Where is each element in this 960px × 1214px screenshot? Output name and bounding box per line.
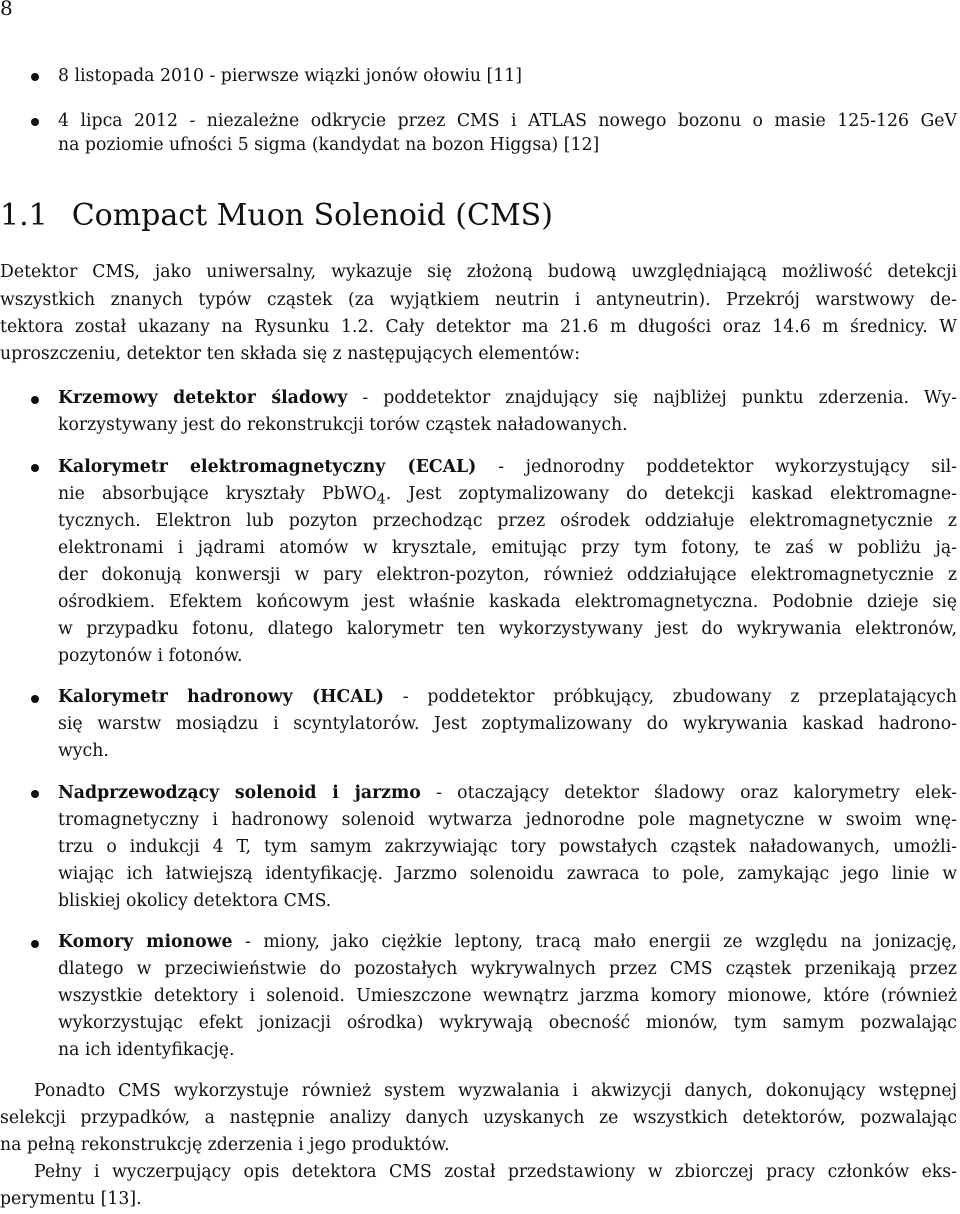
- bullet-marker: [31, 695, 39, 703]
- intro-line: Detektor CMS, jako uniwersalny, wykazuje się złożoną budową uwzględniającą możliwość detekcji: [0, 262, 957, 282]
- component-term: Kalorymetr hadronowy (HCAL): [58, 687, 384, 707]
- section-number: 1.1: [0, 198, 48, 233]
- component-line: wych.: [58, 741, 109, 761]
- component-line: wszystkie detektory i solenoid. Umieszczone wewnątrz jarzma komory mionowe, które (również: [58, 986, 957, 1006]
- component-term: Nadprzewodzący solenoid i jarzmo: [58, 783, 421, 803]
- closing-line: selekcji przypadków, a następnie analizy danych uzyskanych ze wszystkich detektorów, pozwalając: [0, 1108, 957, 1128]
- component-line: wiając ich łatwiejszą identyfikację. Jarzmo solenoidu zawraca to pole, zamykając jego linie w: [58, 864, 957, 884]
- closing-line: Pełny i wyczerpujący opis detektora CMS został przedstawiony w zbiorczej pracy członków eks-: [34, 1162, 957, 1182]
- intro-line: tektora został ukazany na Rysunku 1.2. Cały detektor ma 21.6 m długości oraz 14.6 m średnicy. W: [0, 317, 957, 337]
- component-line: trzu o indukcji 4 T, tym samym zakrzywiając tory powstałych cząstek naładowanych, umożli-: [58, 837, 957, 857]
- component-line: na ich identyfikację.: [58, 1040, 235, 1060]
- subscript: 4: [376, 491, 386, 508]
- closing-line: na pełną rekonstrukcję zderzenia i jego produktów.: [0, 1135, 450, 1155]
- bullet-marker: [31, 73, 39, 81]
- intro-line: wszystkich znanych typów cząstek (za wyjątkiem neutrin i antyneutrin). Przekrój warstwowy de-: [0, 290, 957, 310]
- component-4-line-1: Nadprzewodzący solenoid i jarzmo - otaczający detektor śladowy oraz kalorymetry elek-: [58, 783, 957, 803]
- bullet-marker: [31, 464, 39, 472]
- component-2-line-1: Kalorymetr elektromagnetyczny (ECAL) - jednorodny poddetektor wykorzystujący sil-: [58, 457, 957, 477]
- intro-line: uproszczeniu, detektor ten składa się z następujących elementów:: [0, 344, 581, 364]
- component-line: pozytonów i fotonów.: [58, 646, 243, 666]
- component-line: bliskiej okolicy detektora CMS.: [58, 891, 332, 911]
- timeline-item-2-line-1: 4 lipca 2012 - niezależne odkrycie przez CMS i ATLAS nowego bozonu o masie 125-126 GeV: [58, 111, 957, 131]
- component-line: tromagnetyczny i hadronowy solenoid wytwarza jednorodne pole magnetyczne w swoim wnę-: [58, 810, 957, 830]
- component-1-line-1: Krzemowy detektor śladowy - poddetektor znajdujący się najbliżej punktu zderzenia. Wy-: [58, 388, 957, 408]
- page-number: 8: [0, 0, 13, 20]
- component-line: tycznych. Elektron lub pozyton przechodząc przez ośrodek oddziałuje elektromagnetycznie z: [58, 511, 957, 531]
- component-term: Krzemowy detektor śladowy: [58, 388, 348, 408]
- component-line: się warstw mosiądzu i scyntylatorów. Jest zoptymalizowany do wykrywania kaskad hadrono-: [58, 714, 957, 734]
- component-2-line-2: nie absorbujące kryształy PbWO$_4$. Jest zoptymalizowany do detekcji kaskad elektromagne-: [58, 484, 957, 508]
- bullet-marker: [31, 118, 39, 126]
- component-line: der dokonują konwersji w pary elektron-pozyton, również oddziałujące elektromagnetycznie z: [58, 565, 957, 585]
- component-line: dlatego w przeciwieństwie do pozostałych wykrywalnych przez CMS cząstek przenikają przez: [58, 959, 957, 979]
- bullet-marker: [31, 940, 39, 948]
- component-line: wykorzystując efekt jonizacji ośrodka) wykrywają obecność mionów, tym samym pozwalając: [58, 1013, 957, 1033]
- component-5-line-1: Komory mionowe - miony, jako ciężkie leptony, tracą mało energii ze względu na jonizację,: [58, 932, 957, 952]
- section-title: Compact Muon Solenoid (CMS): [71, 198, 553, 233]
- component-line: korzystywany jest do rekonstrukcji torów cząstek naładowanych.: [58, 415, 628, 435]
- closing-line: Ponadto CMS wykorzystuje również system wyzwalania i akwizycji danych, dokonujący wstępnej: [34, 1081, 957, 1101]
- closing-line: perymentu [13].: [0, 1189, 142, 1209]
- bullet-marker: [31, 790, 39, 798]
- component-line: ośrodkiem. Efektem końcowym jest właśnie kaskada elektromagnetyczna. Podobnie dzieje się: [58, 592, 957, 612]
- component-term: Kalorymetr elektromagnetyczny (ECAL): [58, 457, 477, 477]
- timeline-item-2-line-2: na poziomie ufności 5 sigma (kandydat na bozon Higgsa) [12]: [58, 135, 600, 155]
- component-line: w przypadku fotonu, dlatego kalorymetr ten wykorzystywany jest do wykrywania elektronów,: [58, 619, 957, 639]
- component-term: Komory mionowe: [58, 932, 233, 952]
- component-3-line-1: Kalorymetr hadronowy (HCAL) - poddetektor próbkujący, zbudowany z przeplatających: [58, 687, 957, 707]
- timeline-item-1: 8 listopada 2010 - pierwsze wiązki jonów ołowiu [11]: [58, 66, 522, 86]
- component-line: elektronami i jądrami atomów w krysztale, emitując przy tym fotony, te zaś w pobliżu ją-: [58, 538, 957, 558]
- section-heading: [0, 196, 553, 236]
- bullet-marker: [31, 396, 39, 404]
